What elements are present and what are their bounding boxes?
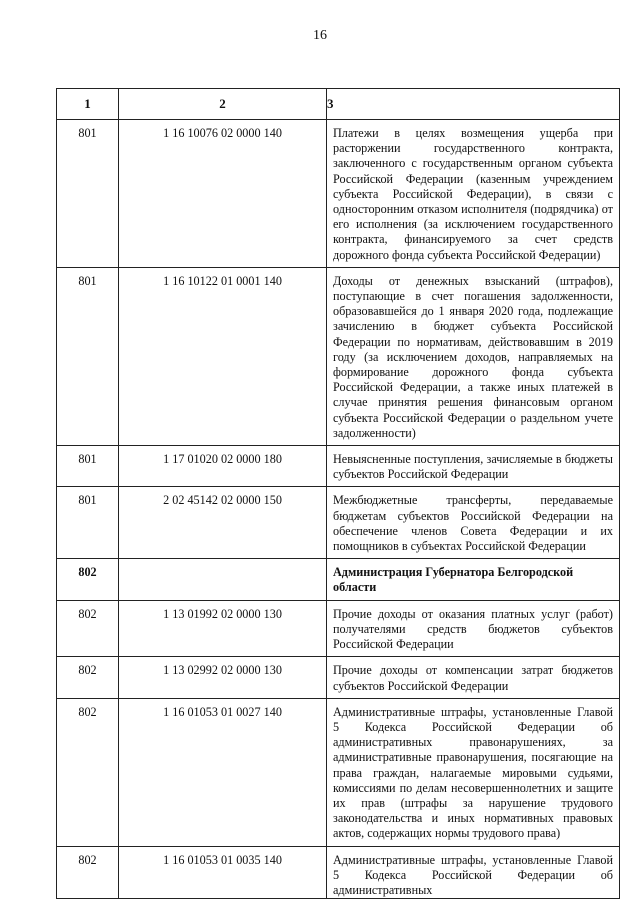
admin-code-cell: 802 (57, 657, 119, 698)
admin-code-cell: 802 (57, 600, 119, 657)
table-row (57, 657, 620, 698)
revenue-code-cell (119, 559, 327, 600)
table-row (57, 600, 620, 657)
revenue-name-cell: Прочие доходы от оказания платных услуг (работ) получателями средств бюджетов субъектов Российской Федерации (327, 600, 620, 657)
revenue-code-cell: 1 16 10122 01 0001 140 (119, 267, 327, 445)
revenue-code-cell: 1 13 02992 02 0000 130 (119, 657, 327, 698)
column-header-name: 3 (327, 89, 620, 120)
table-header-row (57, 89, 620, 120)
revenue-code-cell: 1 13 01992 02 0000 130 (119, 600, 327, 657)
table-row (57, 487, 620, 559)
page-number: 16 (313, 28, 327, 43)
table-row (57, 446, 620, 487)
admin-code-cell: 801 (57, 446, 119, 487)
admin-code-cell: 802 (57, 698, 119, 846)
section-title-cell: Администрация Губернатора Белгородской области (327, 559, 620, 600)
table-row (57, 120, 620, 268)
column-header-code: 2 (119, 89, 327, 120)
revenue-code-cell: 1 16 10076 02 0000 140 (119, 120, 327, 268)
revenue-name-cell: Административные штрафы, установленные Главой 5 Кодекса Российской Федерации об административных правонарушениях, за административные правонарушения, посягающие на права граждан, налагаемые мировыми судьями, комиссиями по делам несовершеннолетних и защите их прав (штрафы за нарушение трудового законодательства и иных нормативных правовых актов, содержащих нормы трудового права) (327, 698, 620, 846)
table-row (57, 267, 620, 445)
budget-revenue-table (56, 88, 620, 899)
admin-code-cell: 801 (57, 487, 119, 559)
revenue-name-cell: Прочие доходы от компенсации затрат бюджетов субъектов Российской Федерации (327, 657, 620, 698)
table-row (57, 698, 620, 846)
section-header-row (57, 559, 620, 600)
revenue-name-cell: Платежи в целях возмещения ущерба при расторжении государственного контракта, заключенного с государственным органом субъекта Российской Федерации (казенным учреждением субъекта Российской Федерации), в связи с односторонним отказом исполнителя (подрядчика) от его исполнения (за исключением государственного контракта, финансируемого за счет средств дорожного фонда субъекта Российской Федерации) (327, 120, 620, 268)
admin-code-cell: 802 (57, 559, 119, 600)
revenue-code-cell: 2 02 45142 02 0000 150 (119, 487, 327, 559)
revenue-name-cell: Межбюджетные трансферты, передаваемые бюджетам субъектов Российской Федерации на обеспечение членов Совета Федерации и их помощников в субъектах Российской Федерации (327, 487, 620, 559)
revenue-code-cell: 1 16 01053 01 0035 140 (119, 846, 327, 899)
revenue-code-cell: 1 17 01020 02 0000 180 (119, 446, 327, 487)
admin-code-cell: 801 (57, 120, 119, 268)
column-header-admin: 1 (57, 89, 119, 120)
admin-code-cell: 802 (57, 846, 119, 899)
table-row (57, 846, 620, 899)
admin-code-cell: 801 (57, 267, 119, 445)
revenue-name-cell: Административные штрафы, установленные Главой 5 Кодекса Российской Федерации об административных (327, 846, 620, 899)
revenue-name-cell: Невыясненные поступления, зачисляемые в бюджеты субъектов Российской Федерации (327, 446, 620, 487)
revenue-name-cell: Доходы от денежных взысканий (штрафов), поступающие в счет погашения задолженности, образовавшейся до 1 января 2020 года, подлежащие зачислению в бюджет субъекта Российской Федерации по нормативам, действовавшим в 2019 году (за исключением доходов, направляемых на формирование дорожного фонда субъекта Российской Федерации, а также иных платежей в случае принятия решения финансовым органом субъекта Российской Федерации о раздельном учете задолженности) (327, 267, 620, 445)
revenue-code-cell: 1 16 01053 01 0027 140 (119, 698, 327, 846)
